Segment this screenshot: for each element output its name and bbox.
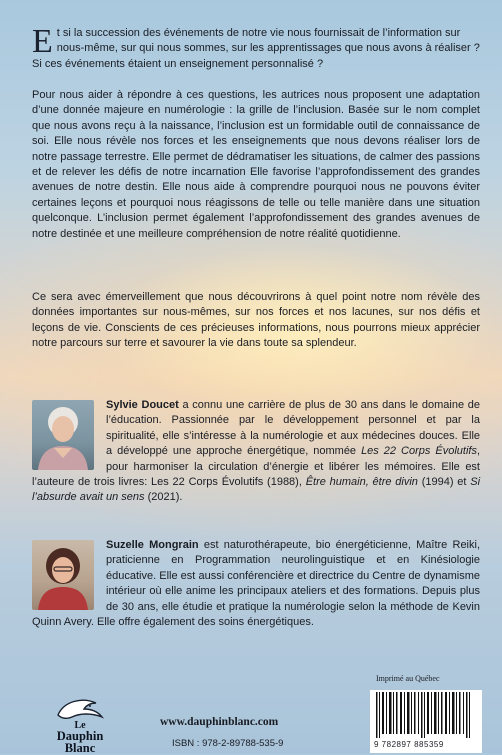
author-name: Sylvie Doucet (106, 399, 179, 411)
author-text-sylvie: Sylvie Doucet a connu une carrière de plus de 30 ans dans le domaine de l’éducation. Passionnée par le développement personnel et par la spiritualité, elle s’intéresse à la numérologie et aux médecines douces. Elle a développé une approche énergétique, nommée Les 22 Corps Évolutifs, pour harmoniser la circulation d’énergie et libérer les mémoires. Elle est l’auteure de trois livres: Les 22 Corps Évolutifs (1988), Être humain, être divin (1994) et Si l’absurde avait un sens (2021). (32, 399, 481, 504)
barcode-number: 9 782897 885359 (374, 740, 444, 749)
logo-line-1: Le (74, 720, 86, 731)
author-photo-sylvie (32, 400, 94, 470)
drop-cap: E (32, 23, 53, 60)
intro-paragraph (32, 23, 480, 72)
author-bio-suzelle (32, 538, 480, 630)
logo-line-3: Blanc (64, 741, 96, 755)
barcode-bars-icon (370, 690, 482, 740)
closing-paragraph: Ce sera avec émerveillement que nous découvrirons à quel point notre nom révèle des données importantes sur nous-mêmes, sur nos forces et nos lacunes, sur nos défis et leçons de vie. Conscients de ces précieuses informations, nous pourrons mieux apprécier notre parcours sur terre et savourer la vie dans toute sa splendeur. (32, 291, 480, 350)
author-name: Suzelle Mongrain (106, 539, 199, 551)
publisher-website[interactable]: www.dauphinblanc.com (160, 716, 279, 728)
printed-in-label: Imprimé au Québec (376, 674, 440, 683)
author-text-suzelle: Suzelle Mongrain est naturothérapeute, bio énergéticienne, Maître Reiki, praticienne en Programmation neurolinguistique et en Kinésiologie éducative. Elle est aussi conférencière et directrice du Centre de dynamisme intérieur où elle anime les principaux ateliers et des formations. Depuis plus de 30 ans, elle étudie et pratique la numérologie selon la méthode de Kevin Quinn Avery. Elle offre également des soins énergétiques. (32, 539, 480, 629)
description-paragraph: Pour nous aider à répondre à ces questions, les autrices nous proposent une adaptation d’une donnée majeure en numérologie : la grille de l’inclusion. Basée sur le nom complet que nous avons reçu à la naissance, l’inclusion est un formidable outil de connaissance de soi. Elle nous révèle nos forces et les enseignements que nous devons réaliser lors de notre passage terrestre. Elle permet de dédramatiser les situations, de calmer des passions et de relever les défis de notre incarnation Elle favorise l’approfondissement des grandes avenues de notre destin. Elle nous aide à comprendre pourquoi nous ne pouvons éviter certaines leçons et pourquoi nous réagissons de telle ou telle manière dans une situation quelconque. L’inclusion permet également l’approfondissement des grandes avenues de notre destinée et une meilleure compréhension de notre réalité quotidienne. (32, 89, 480, 240)
author-photo-suzelle (32, 540, 94, 610)
logo-line-2: Dauphin (56, 729, 104, 743)
author-bio-sylvie (32, 398, 480, 506)
isbn: ISBN : 978-2-89788-535-9 (172, 738, 284, 749)
intro-text: t si la succession des événements de notre vie nous fournissait de l’information sur nous-même, sur qui nous sommes, sur les apprentissages que nous avons à réaliser ? Si ces événements étaient un enseignement personnalisé ? (32, 27, 480, 70)
